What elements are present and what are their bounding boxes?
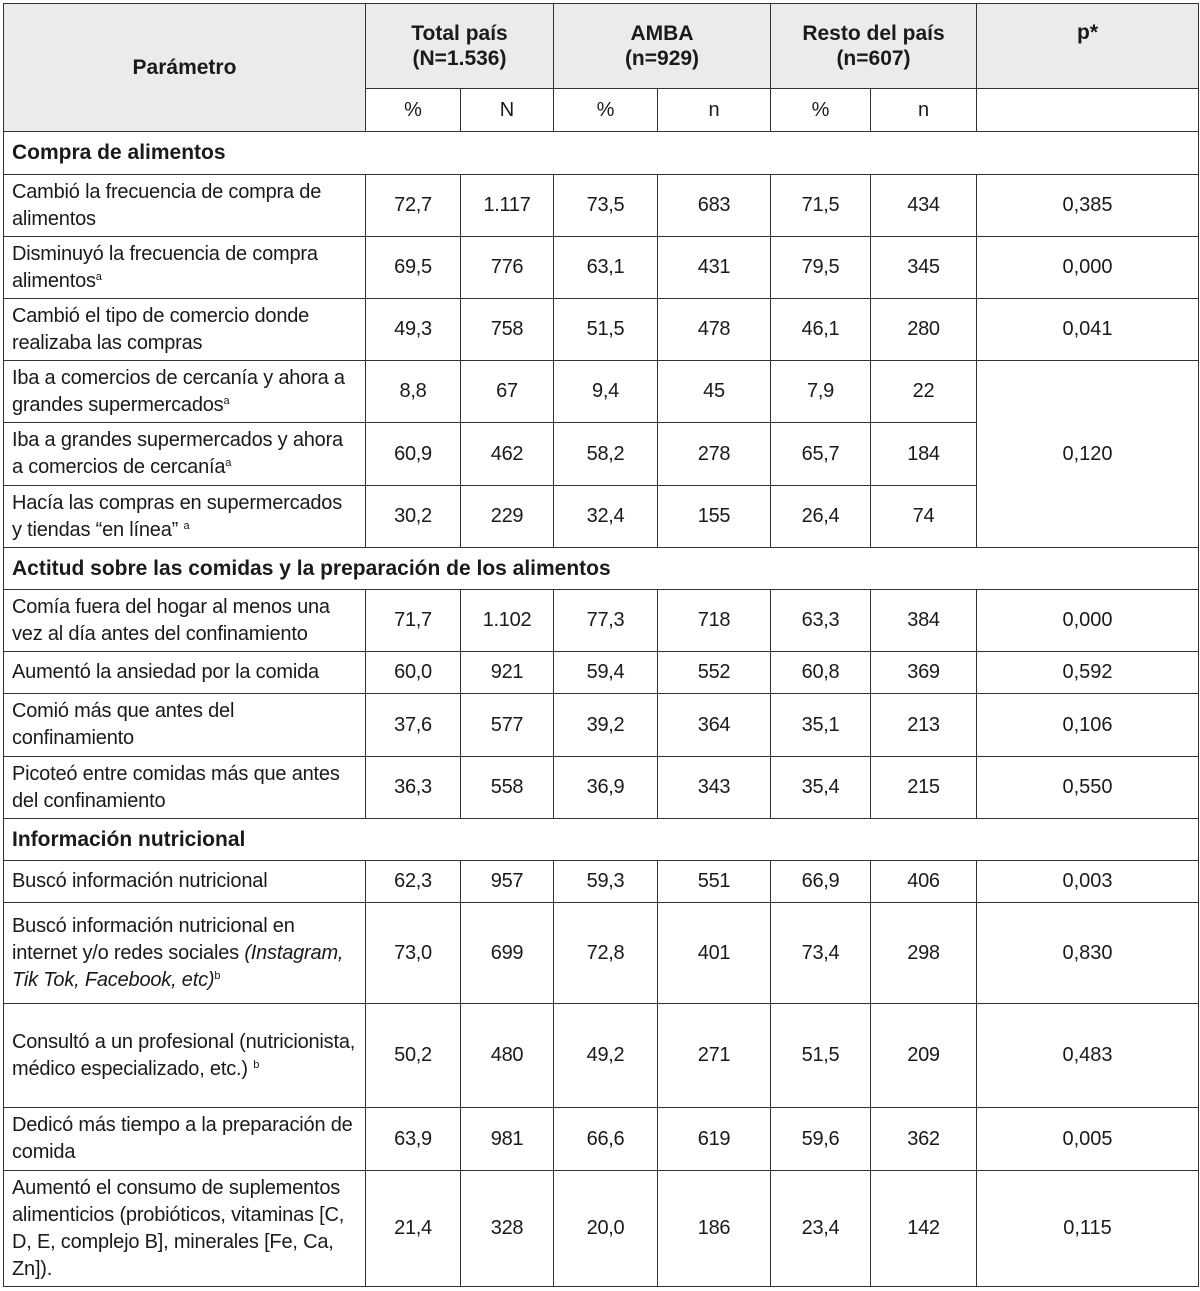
cell-count: 209 bbox=[871, 1004, 977, 1108]
cell-count: 577 bbox=[461, 694, 554, 757]
cell-percent: 79,5 bbox=[771, 237, 871, 299]
cell-count: 229 bbox=[461, 486, 554, 548]
cell-percent: 37,6 bbox=[366, 694, 461, 757]
footnote-marker: a bbox=[95, 270, 102, 283]
row-label bbox=[4, 175, 366, 237]
cell-p-value: 0,041 bbox=[977, 299, 1199, 361]
cell-percent: 26,4 bbox=[771, 486, 871, 548]
cell-count: 921 bbox=[461, 652, 554, 694]
row-label bbox=[4, 590, 366, 652]
cell-count: 74 bbox=[871, 486, 977, 548]
group-subtitle: (n=929) bbox=[624, 47, 700, 70]
cell-percent: 46,1 bbox=[771, 299, 871, 361]
cell-percent: 60,0 bbox=[366, 652, 461, 694]
cell-percent: 32,4 bbox=[554, 486, 658, 548]
group-title: Total país bbox=[411, 22, 508, 45]
cell-percent: 20,0 bbox=[554, 1171, 658, 1287]
row-label-text: Buscó información nutricional en internet y/o redes sociales bbox=[12, 914, 295, 964]
cell-count: 186 bbox=[658, 1171, 771, 1287]
cell-percent: 71,7 bbox=[366, 590, 461, 652]
header-param: Parámetro bbox=[4, 4, 366, 132]
row-label bbox=[4, 757, 366, 819]
section-row bbox=[4, 132, 1199, 175]
footnote-marker: a bbox=[223, 394, 230, 407]
table-row bbox=[4, 1004, 1199, 1108]
cell-p-value: 0,005 bbox=[977, 1108, 1199, 1171]
row-label-text: Consultó a un profesional (nutricionista, médico especializado, etc.) bbox=[12, 1030, 356, 1080]
cell-percent: 72,7 bbox=[366, 175, 461, 237]
row-label-text: Dedicó más tiempo a la preparación de comida bbox=[12, 1114, 353, 1163]
cell-count: 345 bbox=[871, 237, 977, 299]
cell-count: 280 bbox=[871, 299, 977, 361]
row-label bbox=[4, 423, 366, 486]
cell-count: 142 bbox=[871, 1171, 977, 1287]
cell-count: 213 bbox=[871, 694, 977, 757]
cell-p-value: 0,003 bbox=[977, 861, 1199, 903]
table-row bbox=[4, 694, 1199, 757]
footnote-marker: a bbox=[225, 457, 232, 469]
row-label bbox=[4, 1108, 366, 1171]
table-row bbox=[4, 652, 1199, 694]
table-row bbox=[4, 1171, 1199, 1287]
cell-percent: 62,3 bbox=[366, 861, 461, 903]
row-label bbox=[4, 237, 366, 299]
cell-p-value: 0,000 bbox=[977, 237, 1199, 299]
row-label bbox=[4, 361, 366, 423]
cell-percent: 63,3 bbox=[771, 590, 871, 652]
row-label bbox=[4, 486, 366, 548]
cell-count: 298 bbox=[871, 903, 977, 1004]
cell-percent: 71,5 bbox=[771, 175, 871, 237]
cell-p-value: 0,115 bbox=[977, 1171, 1199, 1287]
row-label bbox=[4, 652, 366, 694]
header-group-resto bbox=[771, 4, 977, 89]
section-row bbox=[4, 819, 1199, 861]
subheader-cell: % bbox=[771, 89, 871, 132]
subheader-cell: N bbox=[461, 89, 554, 132]
cell-percent: 30,2 bbox=[366, 486, 461, 548]
cell-count: 364 bbox=[658, 694, 771, 757]
cell-percent: 60,9 bbox=[366, 423, 461, 486]
cell-percent: 66,6 bbox=[554, 1108, 658, 1171]
cell-percent: 73,0 bbox=[366, 903, 461, 1004]
row-label-text: Cambió la frecuencia de compra de alimentos bbox=[12, 180, 322, 230]
subheader-cell: n bbox=[871, 89, 977, 132]
cell-count: 406 bbox=[871, 861, 977, 903]
cell-p-value: 0,830 bbox=[977, 903, 1199, 1004]
cell-percent: 51,5 bbox=[554, 299, 658, 361]
subheader-cell: n bbox=[658, 89, 771, 132]
row-label-text: Aumentó la ansiedad por la comida bbox=[12, 661, 319, 683]
group-subtitle: (N=1.536) bbox=[412, 47, 507, 70]
cell-count: 551 bbox=[658, 861, 771, 903]
cell-count: 683 bbox=[658, 175, 771, 237]
row-label bbox=[4, 1171, 366, 1287]
table-row bbox=[4, 299, 1199, 361]
table-row bbox=[4, 590, 1199, 652]
cell-count: 278 bbox=[658, 423, 771, 486]
cell-percent: 39,2 bbox=[554, 694, 658, 757]
cell-percent: 58,2 bbox=[554, 423, 658, 486]
cell-count: 776 bbox=[461, 237, 554, 299]
cell-count: 462 bbox=[461, 423, 554, 486]
cell-percent: 60,8 bbox=[771, 652, 871, 694]
cell-count: 758 bbox=[461, 299, 554, 361]
cell-percent: 73,4 bbox=[771, 903, 871, 1004]
cell-percent: 9,4 bbox=[554, 361, 658, 423]
row-label-text: Buscó información nutricional bbox=[12, 870, 268, 892]
table-row bbox=[4, 361, 1199, 423]
table-row bbox=[4, 757, 1199, 819]
footnote-marker: b bbox=[214, 969, 221, 982]
cell-p-value: 0,120 bbox=[977, 361, 1199, 548]
cell-count: 384 bbox=[871, 590, 977, 652]
group-subtitle: (n=607) bbox=[836, 47, 911, 70]
cell-count: 552 bbox=[658, 652, 771, 694]
cell-count: 957 bbox=[461, 861, 554, 903]
cell-count: 155 bbox=[658, 486, 771, 548]
cell-percent: 50,2 bbox=[366, 1004, 461, 1108]
row-label bbox=[4, 861, 366, 903]
cell-percent: 7,9 bbox=[771, 361, 871, 423]
section-title: Información nutricional bbox=[4, 819, 1199, 861]
table-row bbox=[4, 903, 1199, 1004]
cell-p-value: 0,000 bbox=[977, 590, 1199, 652]
cell-p-value: 0,592 bbox=[977, 652, 1199, 694]
table-header bbox=[4, 4, 1199, 132]
cell-count: 362 bbox=[871, 1108, 977, 1171]
section-row bbox=[4, 548, 1199, 590]
subheader-cell: % bbox=[366, 89, 461, 132]
cell-percent: 73,5 bbox=[554, 175, 658, 237]
subheader-cell-empty bbox=[977, 89, 1199, 132]
row-label-text: Picoteó entre comidas más que antes del confinamiento bbox=[12, 762, 340, 812]
subheader-cell: % bbox=[554, 89, 658, 132]
cell-count: 981 bbox=[461, 1108, 554, 1171]
cell-percent: 21,4 bbox=[366, 1171, 461, 1287]
section-title: Actitud sobre las comidas y la preparación de los alimentos bbox=[4, 548, 1199, 590]
cell-percent: 59,3 bbox=[554, 861, 658, 903]
group-title: AMBA bbox=[630, 22, 694, 45]
section-title: Compra de alimentos bbox=[4, 132, 1199, 175]
cell-percent: 36,3 bbox=[366, 757, 461, 819]
table-row bbox=[4, 237, 1199, 299]
cell-percent: 69,5 bbox=[366, 237, 461, 299]
cell-count: 1.102 bbox=[461, 590, 554, 652]
cell-percent: 63,1 bbox=[554, 237, 658, 299]
cell-percent: 23,4 bbox=[771, 1171, 871, 1287]
row-label bbox=[4, 1004, 366, 1108]
cell-count: 478 bbox=[658, 299, 771, 361]
cell-percent: 66,9 bbox=[771, 861, 871, 903]
cell-count: 718 bbox=[658, 590, 771, 652]
row-label bbox=[4, 299, 366, 361]
cell-percent: 36,9 bbox=[554, 757, 658, 819]
cell-count: 343 bbox=[658, 757, 771, 819]
cell-count: 328 bbox=[461, 1171, 554, 1287]
cell-percent: 49,3 bbox=[366, 299, 461, 361]
row-label-text: Iba a comercios de cercanía y ahora a grandes supermercados bbox=[12, 366, 345, 416]
cell-count: 184 bbox=[871, 423, 977, 486]
table-row bbox=[4, 861, 1199, 903]
cell-p-value: 0,550 bbox=[977, 757, 1199, 819]
results-table bbox=[3, 3, 1199, 1287]
table-row bbox=[4, 1108, 1199, 1171]
group-title: Resto del país bbox=[802, 22, 945, 45]
cell-count: 45 bbox=[658, 361, 771, 423]
footnote-marker: a bbox=[183, 519, 190, 532]
row-label-text: Comía fuera del hogar al menos una vez al día antes del confinamiento bbox=[12, 595, 330, 645]
cell-count: 480 bbox=[461, 1004, 554, 1108]
row-label-text: Comió más que antes del confinamiento bbox=[12, 700, 235, 749]
cell-count: 558 bbox=[461, 757, 554, 819]
cell-percent: 77,3 bbox=[554, 590, 658, 652]
row-label-text: Iba a grandes supermercados y ahora a comercios de cercanía bbox=[12, 429, 343, 478]
cell-percent: 72,8 bbox=[554, 903, 658, 1004]
row-label bbox=[4, 903, 366, 1004]
table-row bbox=[4, 175, 1199, 237]
cell-p-value: 0,106 bbox=[977, 694, 1199, 757]
row-label-text: Cambió el tipo de comercio donde realizaba las compras bbox=[12, 304, 310, 354]
row-label bbox=[4, 694, 366, 757]
cell-percent: 35,4 bbox=[771, 757, 871, 819]
row-label-text: Hacía las compras en supermercados y tiendas “en línea” bbox=[12, 491, 343, 541]
cell-percent: 49,2 bbox=[554, 1004, 658, 1108]
table-body bbox=[4, 132, 1199, 1287]
cell-count: 401 bbox=[658, 903, 771, 1004]
cell-percent: 8,8 bbox=[366, 361, 461, 423]
cell-count: 369 bbox=[871, 652, 977, 694]
row-label-text: Aumentó el consumo de suplementos alimenticios (probióticos, vitaminas [C, D, E, complejo B], minerales [Fe, Ca, Zn]). bbox=[12, 1176, 345, 1280]
cell-p-value: 0,483 bbox=[977, 1004, 1199, 1108]
cell-count: 619 bbox=[658, 1108, 771, 1171]
cell-count: 434 bbox=[871, 175, 977, 237]
cell-p-value: 0,385 bbox=[977, 175, 1199, 237]
cell-count: 699 bbox=[461, 903, 554, 1004]
header-p: p* bbox=[977, 4, 1199, 89]
row-label-text: Disminuyó la frecuencia de compra alimentos bbox=[12, 242, 318, 292]
cell-count: 22 bbox=[871, 361, 977, 423]
row-label-italic: (Instagram, Tik Tok, Facebook, etc) bbox=[12, 941, 344, 991]
cell-percent: 59,6 bbox=[771, 1108, 871, 1171]
cell-count: 1.117 bbox=[461, 175, 554, 237]
cell-count: 215 bbox=[871, 757, 977, 819]
cell-count: 271 bbox=[658, 1004, 771, 1108]
header-group-amba bbox=[554, 4, 771, 89]
cell-percent: 51,5 bbox=[771, 1004, 871, 1108]
cell-percent: 63,9 bbox=[366, 1108, 461, 1171]
cell-count: 67 bbox=[461, 361, 554, 423]
footnote-marker: b bbox=[253, 1058, 260, 1071]
cell-percent: 35,1 bbox=[771, 694, 871, 757]
header-group-total bbox=[366, 4, 554, 89]
cell-percent: 59,4 bbox=[554, 652, 658, 694]
cell-count: 431 bbox=[658, 237, 771, 299]
cell-percent: 65,7 bbox=[771, 423, 871, 486]
